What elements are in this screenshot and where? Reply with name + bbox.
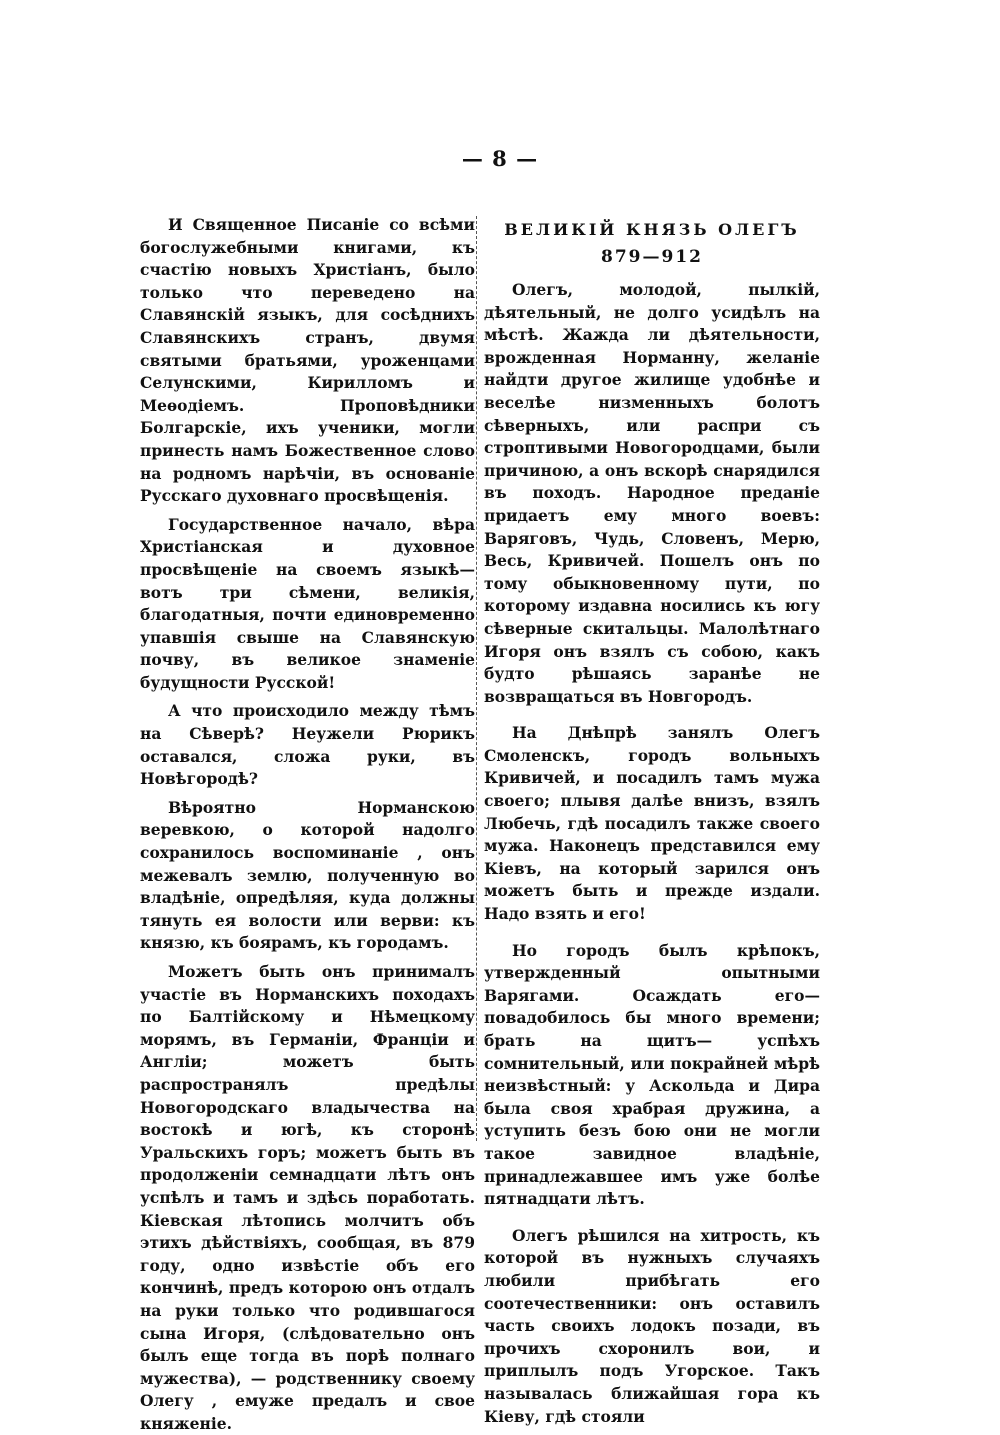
paragraph: Олегъ, молодой, пылкій, дѣятельный, не долго усидѣлъ на мѣстѣ. Жажда ли дѣятельности, врожденная Норманну, желаніе найдти другое жилище удобнѣе и веселѣе низменныхъ болотъ сѣверныхъ, или распри съ строптивыми Новогородцами, были причиною, а онъ вскорѣ снарядился въ походъ. Народное преданіе придаетъ ему много воевъ: Варяговъ, Чудь, Словенъ, Мерю, Весь, Кривичей. Пошелъ онъ по тому обыкновенному пути, по которому издавна носились къ югу сѣверные скитальцы. Малолѣтнаго Игоря онъ взялъ съ собою, какъ будто рѣшаясь заранѣе не возвращаться въ Новгородъ.	[484, 280, 820, 706]
paragraph: Вѣроятно Норманскою веревкою, о которой надолго сохранилось воспоминаніе , онъ межевалъ землю, полученную во владѣніе, опредѣляя, куда должны тянуть ея волости или верви: къ князю, къ боярамъ, къ городамъ.	[140, 797, 475, 953]
paragraph: Государственное начало, вѣра Христіанская и духовное просвѣщеніе на своемъ языкѣ— вотъ три сѣмени, великія, благодатныя, почти единовременно упавшія свыше на Славянскую почву, въ великое знаменіе будущности Русской!	[140, 514, 475, 692]
left-column	[140, 214, 475, 1435]
page-number: — 8 —	[461, 146, 539, 171]
paragraph: Олегъ рѣшился на хитрость, къ которой въ нужныхъ случаяхъ любили прибѣгать его соотечественники: онъ оставилъ часть своихъ лодокъ позади, въ прочихъ схоронилъ вои, и приплылъ подъ Угорское. Такъ называлась ближайшая гора къ Кіеву, гдѣ стояли	[484, 1225, 820, 1426]
right-column	[484, 214, 820, 1428]
paragraph: На Днѣпрѣ занялъ Олегъ Смоленскъ, городъ вольныхъ Кривичей, и посадилъ тамъ мужа своего; плывя далѣе внизъ, взялъ Любечь, гдѣ посадилъ также своего мужа. Наконецъ представился ему Кіевъ, на который зарился онъ можетъ быть и прежде издали. Надо взять и его!	[484, 723, 820, 924]
chapter-years: 879—912	[601, 247, 703, 267]
paragraph: Но городъ былъ крѣпокъ, утвержденный опытными Варягами. Осаждать его—повадобилось бы много времени; брать на щитъ— успѣхъ сомнительный, или покрайней мѣрѣ неизвѣстный: у Аскольда и Дира была своя храбрая дружина, а уступить безъ бою они не могли такое завидное владѣніе, принадлежавшее имъ уже болѣе пятнадцати лѣтъ.	[484, 940, 820, 1209]
chapter-title: ВЕЛИКІЙ КНЯЗЬ ОЛЕГЪ	[504, 220, 800, 239]
paragraph: Можетъ быть онъ принималъ участіе въ Норманскихъ походахъ по Балтійскому и Нѣмецкому морямъ, въ Германіи, Франціи и Англіи; можетъ быть распространялъ предѣлы Новогородскаго владычества на востокѣ и югѣ, къ сторонѣ Уральскихъ горъ; можетъ быть въ продолженіи семнадцати лѣтъ онъ успѣлъ и тамъ и здѣсь поработать. Кіевская лѣтопись молчитъ объ этихъ дѣйствіяхъ, сообщая, въ 879 году, одно извѣстіе объ его кончинѣ, предъ которою онъ отдалъ на руки только что родившагося сына Игоря, (слѣдовательно онъ былъ еще тогда въ порѣ полнаго мужества), — родственнику своему Олегу , емуже предалъ и свое княженіе.	[140, 962, 475, 1433]
column-divider	[476, 216, 477, 1141]
paragraph: А что происходило между тѣмъ на Сѣверѣ? Неужели Рюрикъ оставался, сложа руки, въ Новѣгородѣ?	[140, 701, 475, 789]
paragraph: И Священное Писаніе со всѣми богослужебными книгами, къ счастію новыхъ Христіанъ, было только что переведено на Славянскій языкъ, для сосѣднихъ Славянскихъ странъ, двумя святыми братьями, уроженцами Селунскими, Кирилломъ и Меѳодіемъ. Проповѣдники Болгарскіе, ихъ ученики, могли принесть намъ Божественное слово на родномъ нарѣчіи, въ основаніе Русскаго духовнаго просвѣщенія.	[140, 215, 475, 506]
